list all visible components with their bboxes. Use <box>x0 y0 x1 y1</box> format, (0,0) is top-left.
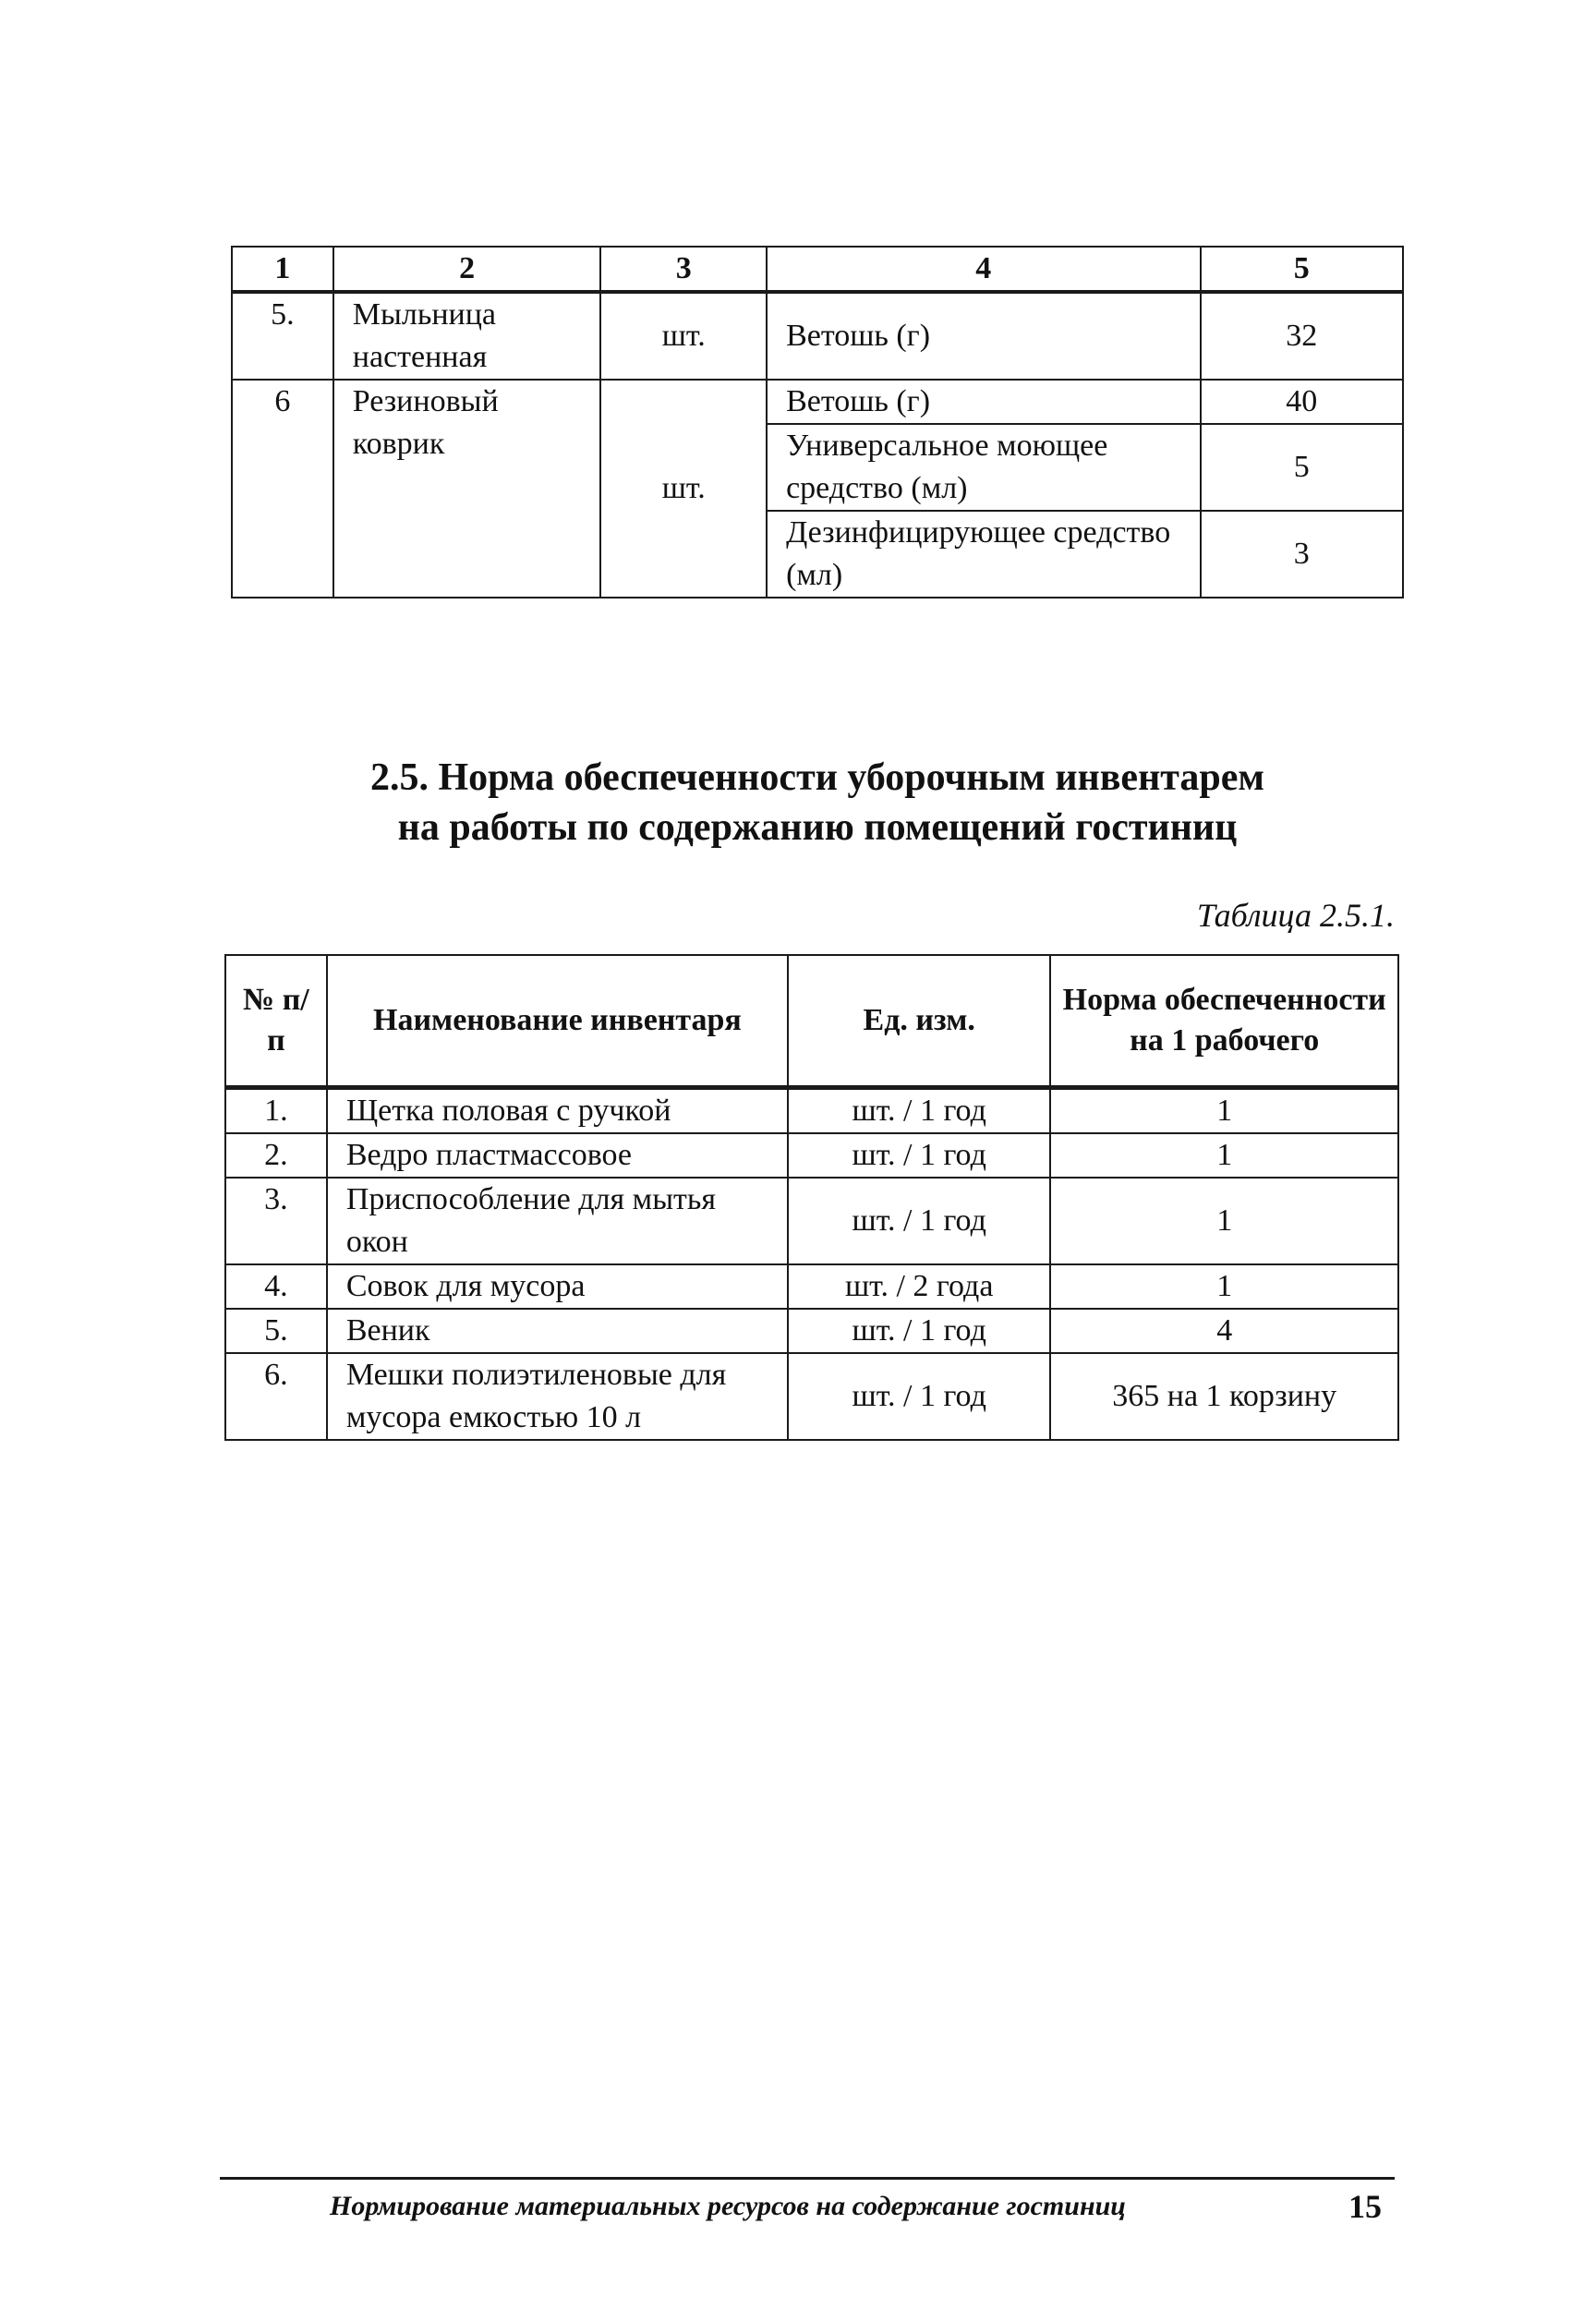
table-row <box>225 1264 1398 1309</box>
item-name: Ведро пластмассовое <box>327 1133 788 1178</box>
item-name: Мешки полиэтиленовые для мусора емкостью 10 л <box>327 1353 788 1440</box>
material-name: Ветошь (г) <box>767 292 1200 380</box>
item-unit: шт. / 1 год <box>788 1353 1050 1440</box>
item-name: Щетка половая с ручкой <box>327 1088 788 1134</box>
section-heading <box>231 753 1404 852</box>
item-norm: 1 <box>1050 1264 1398 1309</box>
table-row <box>225 1309 1398 1353</box>
item-norm: 365 на 1 корзину <box>1050 1353 1398 1440</box>
materials-table <box>231 246 1404 598</box>
material-qty: 3 <box>1201 511 1403 598</box>
table-caption: Таблица 2.5.1. <box>1196 897 1395 934</box>
item-unit: шт. / 1 год <box>788 1088 1050 1134</box>
material-qty: 5 <box>1201 424 1403 511</box>
item-name: Веник <box>327 1309 788 1353</box>
col-number: 2 <box>333 247 601 292</box>
col-number: 5 <box>1201 247 1403 292</box>
row-number: 1. <box>225 1088 327 1134</box>
row-number: 5. <box>225 1309 327 1353</box>
item-name: Приспособление для мытья окон <box>327 1178 788 1264</box>
row-number: 2. <box>225 1133 327 1178</box>
header-name: Наименование инвентаря <box>327 955 788 1088</box>
row-number: 4. <box>225 1264 327 1309</box>
material-name: Ветошь (г) <box>767 380 1200 424</box>
material-qty: 32 <box>1201 292 1403 380</box>
row-number: 6 <box>232 380 333 598</box>
inventory-table <box>224 954 1399 1441</box>
material-name: Универсальное моющее средство (мл) <box>767 424 1200 511</box>
table-row <box>225 1088 1398 1134</box>
table-header-row <box>225 955 1398 1088</box>
item-norm: 1 <box>1050 1178 1398 1264</box>
item-norm: 4 <box>1050 1309 1398 1353</box>
col-number: 1 <box>232 247 333 292</box>
header-number: № п/п <box>225 955 327 1088</box>
header-norm: Норма обеспеченности на 1 рабочего <box>1050 955 1398 1088</box>
material-name: Дезинфицирующее средство (мл) <box>767 511 1200 598</box>
item-name: Совок для мусора <box>327 1264 788 1309</box>
item-norm: 1 <box>1050 1133 1398 1178</box>
item-unit: шт. / 1 год <box>788 1178 1050 1264</box>
page-number: 15 <box>1348 2188 1382 2225</box>
section-title-line: 2.5. Норма обеспеченности уборочным инвентарем <box>369 756 1265 799</box>
footer-divider <box>220 2177 1395 2180</box>
table-row <box>225 1353 1398 1440</box>
item-unit: шт. / 1 год <box>788 1309 1050 1353</box>
row-number: 6. <box>225 1353 327 1440</box>
table-row <box>232 292 1403 380</box>
table-row <box>232 380 1403 424</box>
column-number-row <box>232 247 1403 292</box>
material-qty: 40 <box>1201 380 1403 424</box>
row-number: 5. <box>232 292 333 380</box>
table-row <box>225 1133 1398 1178</box>
item-name: Мыльница настенная <box>333 292 601 380</box>
item-unit: шт. <box>600 292 767 380</box>
table-row <box>225 1178 1398 1264</box>
item-norm: 1 <box>1050 1088 1398 1134</box>
item-name: Резиновый коврик <box>333 380 601 598</box>
col-number: 4 <box>767 247 1200 292</box>
section-title-line: на работы по содержанию помещений гостиниц <box>397 806 1238 849</box>
header-unit: Ед. изм. <box>788 955 1050 1088</box>
item-unit: шт. / 2 года <box>788 1264 1050 1309</box>
item-unit: шт. <box>600 380 767 598</box>
row-number: 3. <box>225 1178 327 1264</box>
item-unit: шт. / 1 год <box>788 1133 1050 1178</box>
running-footer: Нормирование материальных ресурсов на содержание гостиниц <box>330 2191 1126 2221</box>
col-number: 3 <box>600 247 767 292</box>
